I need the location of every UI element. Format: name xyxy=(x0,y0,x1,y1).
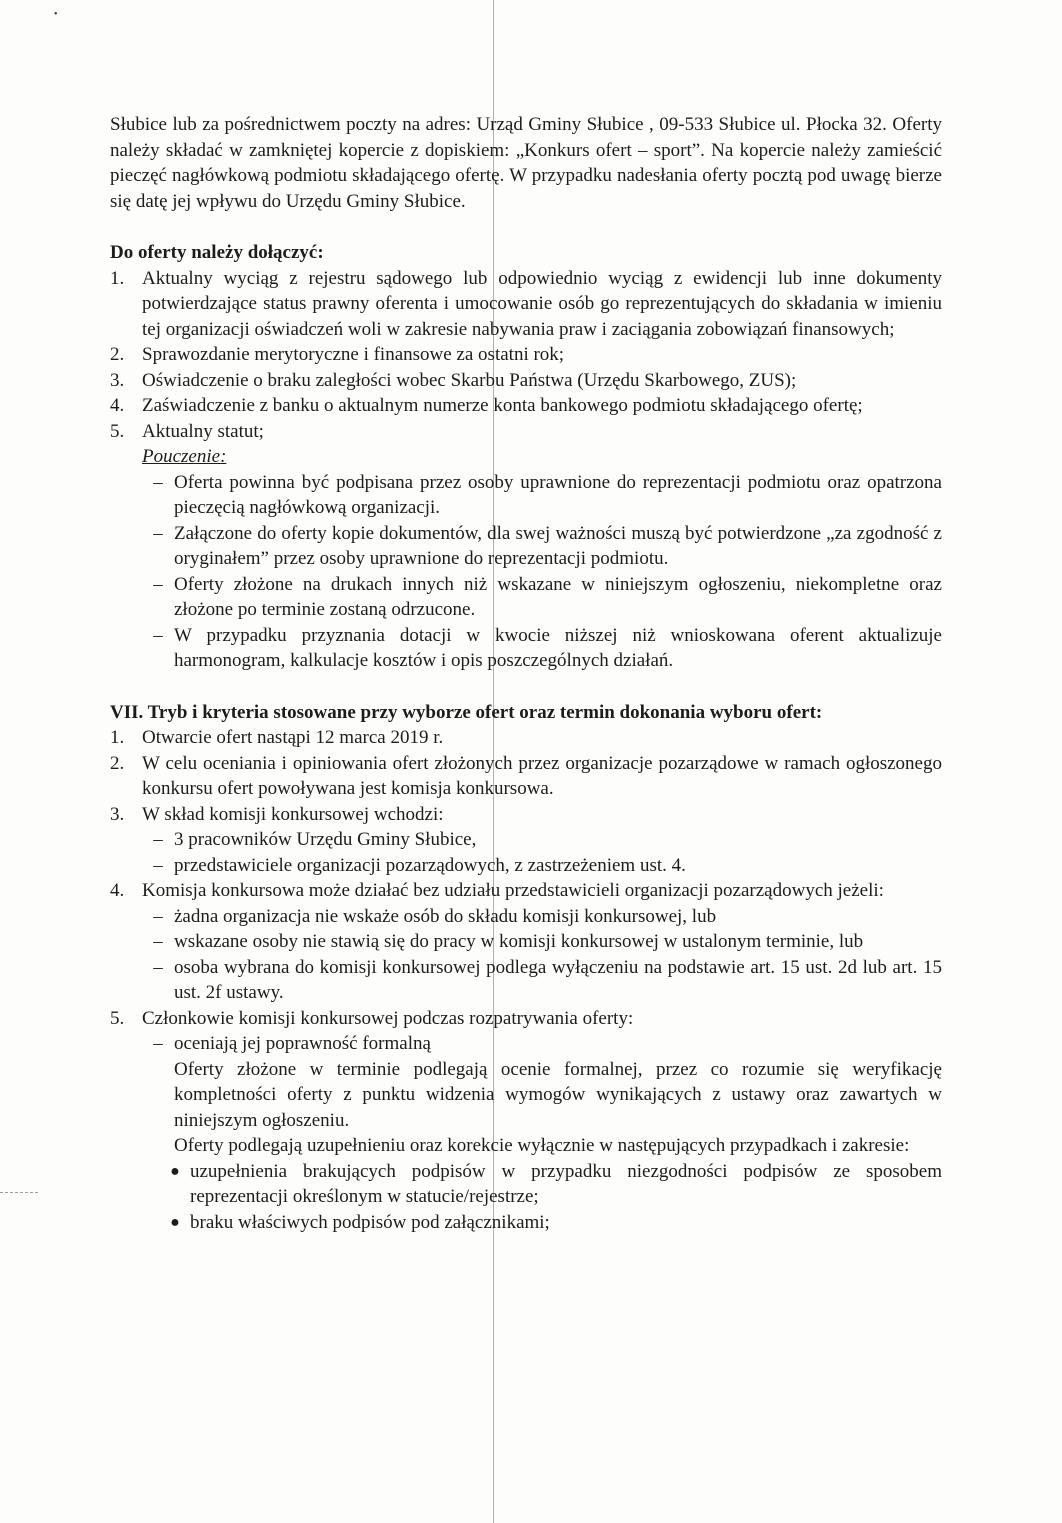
list-item: 2. Sprawozdanie merytoryczne i finansowe za ostatni rok; xyxy=(110,344,565,365)
correction-paragraph: Oferty podlegają uzupełnieniu oraz korekcie wyłącznie w następujących przypadkach i zakresie: xyxy=(174,1135,910,1156)
list-item: 4. Zaświadczenie z banku o aktualnym numerze konta bankowego podmiotu składającego ofertę; xyxy=(110,395,863,416)
list-item: 3. Oświadczenie o braku zaległości wobec Skarbu Państwa (Urzędu Skarbowego, ZUS); xyxy=(110,369,797,391)
list-item: 1. Otwarcie ofert nastąpi 12 marca 2019 r. xyxy=(110,727,444,748)
list-item: 1. Aktualny wyciąg z rejestru sądowego lub odpowiednio wyciąg z ewidencji lub inne dokumenty potwierdzające status prawny oferenta i umocowanie osób go reprezentujących do składania w imieniu tej organizacji oświadczeń woli w zakresie nabywania praw i zaciągania zobowiązań finansowych; xyxy=(110,267,942,340)
list-item: 4. Komisja konkursowa może działać bez udziału przedstawicieli organizacji pozarządowych jeżeli: xyxy=(110,880,884,901)
sub-item: – żadna organizacja nie wskaże osób do składu komisji konkursowej, lub xyxy=(153,905,717,927)
note-item: – Załączone do oferty kopie dokumentów, dla swej ważności muszą być potwierdzone „za zgodność z oryginałem” przez osoby uprawnione do reprezentacji podmiotu. xyxy=(153,522,942,569)
scan-margin-mark xyxy=(0,1192,38,1194)
sub-item: – oceniają jej poprawność formalną xyxy=(153,1033,431,1054)
list-item: 2. W celu oceniania i opiniowania ofert złożonych przez organizacje pozarządowe w ramach ogłoszonego konkursu ofert powoływana jest komisja konkursowa. xyxy=(110,752,942,799)
note-item: – Oferty złożone na drukach innych niż wskazane w niniejszym ogłoszeniu, niekompletne oraz złożone po terminie zostaną odrzucone. xyxy=(153,573,942,620)
list-item: 5. Członkowie komisji konkursowej podczas rozpatrywania oferty: xyxy=(110,1007,634,1029)
sub-item: – osoba wybrana do komisji konkursowej podlega wyłączeniu na podstawie art. 15 ust. 2d lub art. 15 ust. 2f ustawy. xyxy=(153,956,942,1003)
intro-paragraph: Słubice lub za pośrednictwem poczty na adres: Urząd Gminy Słubice , 09-533 Słubice ul. Płocka 32. Oferty należy składać w zamkniętej kopercie z dopiskiem: „Konkurs ofert – sport”. Na kopercie należy zamieścić pieczęć nagłówkową podmiotu składającego ofertę. W przypadku nadesłania oferty pocztą pod uwagę bierze się datę jej wpływu do Urzędu Gminy Słubice. xyxy=(110,114,942,212)
scan-speck: • xyxy=(54,9,58,20)
note-label: Pouczenie: xyxy=(142,446,227,467)
attachments-heading: Do oferty należy dołączyć: xyxy=(110,242,324,263)
list-item: 3. W skład komisji konkursowej wchodzi: xyxy=(110,803,444,825)
note-item: – Oferta powinna być podpisana przez osoby uprawnione do reprezentacji podmiotu oraz opatrzona pieczęcią nagłówkową organizacji. xyxy=(153,471,942,518)
attachments-list xyxy=(110,266,942,445)
sub-item: – 3 pracowników Urzędu Gminy Słubice, xyxy=(153,829,477,850)
bullet-item: ● uzupełnienia brakujących podpisów w przypadku niezgodności podpisów ze sposobem reprezentacji określonym w statucie/rejestrze; xyxy=(170,1160,942,1207)
sub-item: – przedstawiciele organizacji pozarządowych, z zastrzeżeniem ust. 4. xyxy=(153,854,686,876)
note-item: – W przypadku przyznania dotacji w kwocie niższej niż wnioskowana oferent aktualizuje harmonogram, kalkulacje kosztów i opis poszczególnych działań. xyxy=(153,624,942,671)
document-body xyxy=(110,112,942,1235)
sub-item: – wskazane osoby nie stawią się do pracy w komisji konkursowej w ustalonym terminie, lub xyxy=(153,931,864,952)
formal-check-paragraph: Oferty złożone w terminie podlegają ocenie formalnej, przez co rozumie się weryfikację kompletności oferty z punktu widzenia wymogów wynikających z ustawy oraz zawartych w niniejszym ogłoszeniu. xyxy=(174,1058,942,1131)
list-item: 5. Aktualny statut; xyxy=(110,420,264,442)
section-7-heading: VII. Tryb i kryteria stosowane przy wyborze ofert oraz termin dokonania wyboru ofert: xyxy=(110,701,823,723)
bullet-item: ● braku właściwych podpisów pod załącznikami; xyxy=(170,1211,550,1233)
